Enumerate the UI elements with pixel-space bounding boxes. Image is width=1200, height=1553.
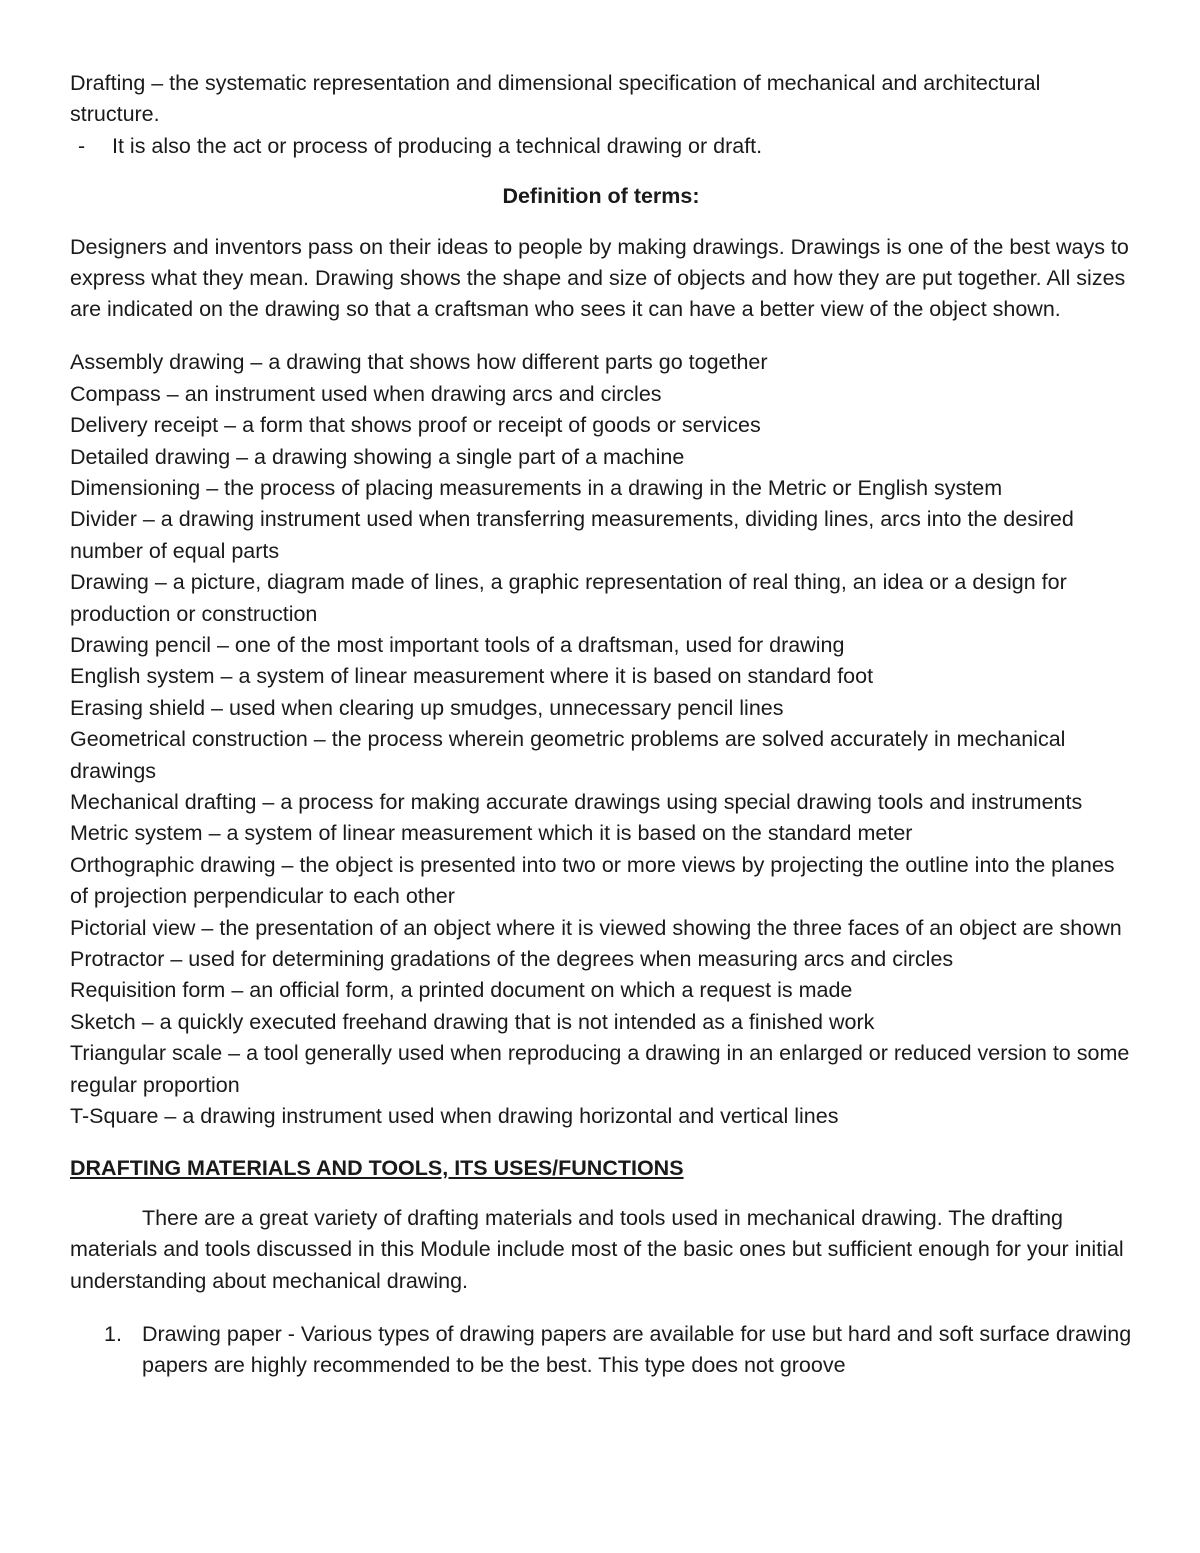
- section-title: DRAFTING MATERIALS AND TOOLS, ITS USES/FUNCTIONS: [70, 1155, 684, 1180]
- term-definition: Protractor – used for determining gradations of the degrees when measuring arcs and circles: [70, 947, 954, 972]
- term-definition: Compass – an instrument used when drawing arcs and circles: [70, 381, 662, 406]
- term-definition: Assembly drawing – a drawing that shows how different parts go together: [70, 350, 768, 375]
- term-definition: Geometrical construction – the process wherein geometric problems are solved accurately in mechanical drawings: [70, 727, 1066, 783]
- term-definition: Delivery receipt – a form that shows proof or receipt of goods or services: [70, 413, 761, 438]
- term-definition: Detailed drawing – a drawing showing a single part of a machine: [70, 444, 685, 469]
- document-page: [70, 68, 1132, 1381]
- term-definition: Divider – a drawing instrument used when transferring measurements, dividing lines, arcs into the desired number of equal parts: [70, 507, 1074, 563]
- term-definition: Erasing shield – used when clearing up smudges, unnecessary pencil lines: [70, 695, 784, 720]
- dash-marker: -: [78, 133, 86, 158]
- overview-paragraph: Designers and inventors pass on their ideas to people by making drawings. Drawings is one of the best ways to express what they mean. Drawing shows the shape and size of objects and how they are put together. All sizes are indicated on the drawing so that a craftsman who sees it can have a better view of the object shown.: [70, 234, 1129, 322]
- term-definition: Requisition form – an official form, a printed document on which a request is made: [70, 978, 853, 1003]
- term-definition: Dimensioning – the process of placing measurements in a drawing in the Metric or English system: [70, 475, 1003, 500]
- terms-list: [70, 347, 1132, 1132]
- section-body: There are a great variety of drafting materials and tools used in mechanical drawing. The drafting materials and tools discussed in this Module include most of the basic ones but sufficient enough for your initial understanding about mechanical drawing.: [70, 1205, 1124, 1293]
- drafting-definition: Drafting – the systematic representation and dimensional specification of mechanical and architectural structure.: [70, 71, 1041, 127]
- dash-list-item: [70, 131, 1132, 162]
- term-definition: Orthographic drawing – the object is presented into two or more views by projecting the outline into the planes of projection perpendicular to each other: [70, 852, 1115, 909]
- term-definition: Drawing pencil – one of the most important tools of a draftsman, used for drawing: [70, 633, 845, 657]
- term-definition: T-Square – a drawing instrument used when drawing horizontal and vertical lines: [70, 1104, 839, 1129]
- term-definition: Metric system – a system of linear measurement which it is based on the standard meter: [70, 821, 913, 846]
- term-definition: Sketch – a quickly executed freehand drawing that is not intended as a finished work: [70, 1009, 875, 1034]
- term-definition: Mechanical drafting – a process for making accurate drawings using special drawing tools and instruments: [70, 790, 1083, 815]
- term-definition: Triangular scale – a tool generally used when reproducing a drawing in an enlarged or reduced version to some regular proportion: [70, 1041, 1130, 1097]
- dash-item-text: It is also the act or process of producing a technical drawing or draft.: [112, 133, 763, 158]
- list-number: 1.: [104, 1321, 122, 1346]
- definitions-heading: Definition of terms:: [502, 184, 700, 209]
- term-definition: Pictorial view – the presentation of an object where it is viewed showing the three faces of an object are shown: [70, 915, 1122, 940]
- numbered-list-item: [70, 1319, 1132, 1382]
- term-definition: English system – a system of linear measurement where it is based on standard foot: [70, 664, 874, 689]
- list-item-text: Drawing paper - Various types of drawing papers are available for use but hard and soft surface drawing papers are highly recommended to be the best. This type does not groove: [142, 1321, 1132, 1378]
- term-definition: Drawing – a picture, diagram made of lines, a graphic representation of real thing, an idea or a design for production or construction: [70, 570, 1067, 626]
